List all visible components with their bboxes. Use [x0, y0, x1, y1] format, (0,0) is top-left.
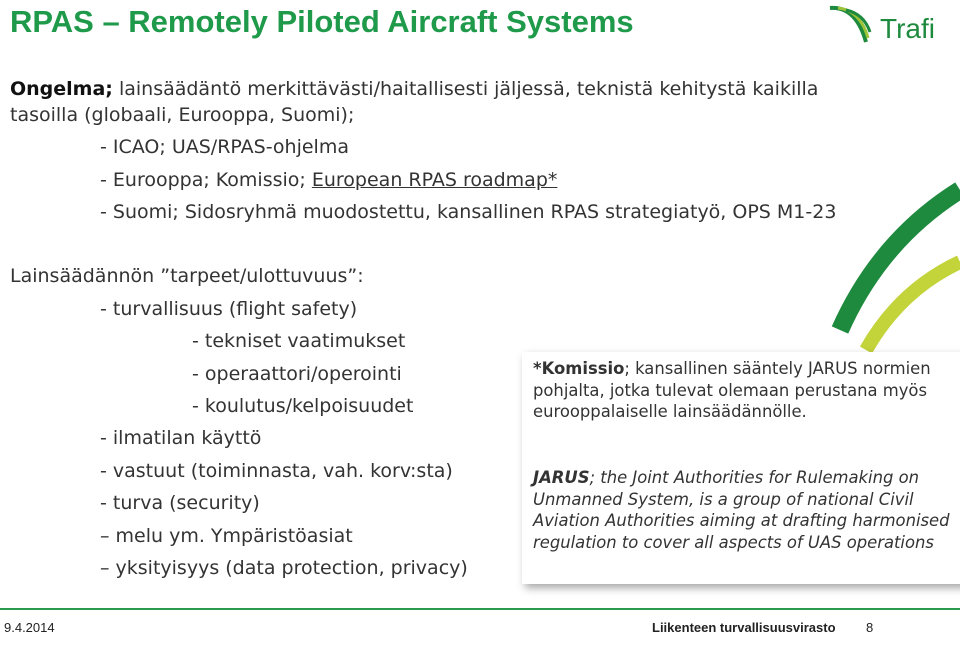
footer-page-number: 8 [866, 620, 874, 635]
footer-date: 9.4.2014 [4, 620, 55, 635]
light-green-arc [866, 262, 960, 350]
info-callout [522, 352, 960, 584]
trafi-logo [826, 2, 952, 52]
slide-title: RPAS – Remotely Piloted Aircraft Systems [10, 4, 634, 39]
komissio-text: ; kansallinen sääntely JARUS normien pohjalta, jotka tulevat olemaan perustana myös eurooppalaiselle lainsäädännölle. [533, 359, 931, 421]
need-item: - vastuut (toiminnasta, vah. korv:sta) [100, 460, 453, 482]
dark-green-arc [840, 190, 960, 330]
need-item: – yksityisyys (data protection, privacy) [100, 557, 468, 579]
footer-divider [0, 608, 960, 610]
need-item: - turvallisuus (flight safety) [100, 298, 358, 320]
needs-heading: Lainsäädännön ”tarpeet/ulottuvuus”: [10, 265, 364, 287]
problem-line-1 [10, 78, 818, 100]
need-item: - ilmatilan käyttö [100, 427, 262, 449]
komissio-note [533, 358, 953, 423]
need-subitem: - tekniset vaatimukset [192, 330, 406, 352]
jarus-text: ; the Joint Authorities for Rulemaking on Unmanned System, is a group of national Civil Aviation Authorities aiming at drafting harmonised regulation to cover all aspects of UAS operations [533, 468, 950, 552]
problem-item-europe [100, 169, 557, 191]
problem-line-2: tasoilla (globaali, Eurooppa, Suomi); [10, 104, 355, 126]
need-item: - turva (security) [100, 492, 260, 514]
jarus-bold: JARUS [533, 468, 590, 487]
problem-item-icao: - ICAO; UAS/RPAS-ohjelma [100, 136, 349, 158]
need-item: – melu ym. Ympäristöasiat [100, 525, 353, 547]
problem-label: Ongelma; [10, 78, 113, 100]
need-subitem: - operaattori/operointi [192, 363, 402, 385]
footer-organization: Liikenteen turvallisuusvirasto [652, 620, 836, 635]
need-subitem: - koulutus/kelpoisuudet [192, 395, 414, 417]
problem-item-finland: - Suomi; Sidosryhmä muodostettu, kansallinen RPAS strategiatyö, OPS M1-23 [100, 201, 837, 223]
logo-text: Trafi [880, 13, 935, 44]
european-rpas-roadmap-link[interactable]: European RPAS roadmap* [311, 169, 558, 191]
europe-prefix: - Eurooppa; Komissio; [100, 169, 312, 191]
jarus-note [533, 467, 953, 553]
komissio-bold: *Komissio [533, 359, 625, 378]
problem-text-1: lainsäädäntö merkittävästi/haitallisesti jäljessä, teknistä kehitystä kaikilla [112, 78, 819, 100]
